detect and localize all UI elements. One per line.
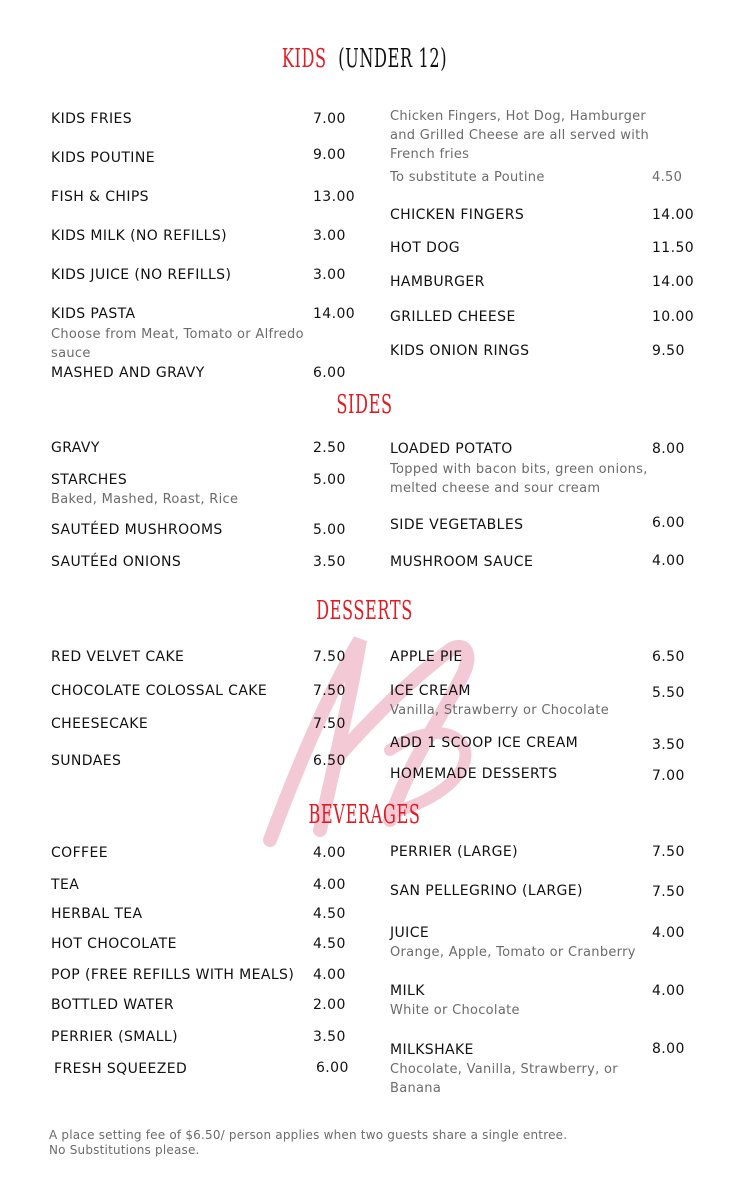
menu-item-description: Chocolate, Vanilla, Strawberry, or Banana <box>390 1062 618 1096</box>
menu-item-price: 4.00 <box>313 967 346 983</box>
menu-item-name: LOADED POTATO <box>390 441 513 457</box>
menu-item-name: KIDS ONION RINGS <box>390 343 530 359</box>
menu-item-price: 7.50 <box>652 884 685 900</box>
menu-item-name: BOTTLED WATER <box>51 997 175 1013</box>
menu-item-price: 2.50 <box>313 440 346 456</box>
menu-item-name: PERRIER (SMALL) <box>51 1029 178 1045</box>
menu-item-name: CHICKEN FINGERS <box>390 207 525 223</box>
menu-item-price: 5.50 <box>652 685 685 701</box>
menu-item-price: 6.50 <box>313 753 346 769</box>
menu-item-name: ICE CREAM <box>390 683 471 699</box>
menu-item-price: 3.00 <box>313 267 346 283</box>
menu-item-name: HAMBURGER <box>390 274 485 290</box>
menu-item-name: SIDE VEGETABLES <box>390 517 524 533</box>
menu-item-price: 14.00 <box>652 207 695 223</box>
menu-item-name: SAUTÉEd ONIONS <box>51 554 182 570</box>
menu-item-name: COFFEE <box>51 845 108 861</box>
menu-item-price: 6.00 <box>313 365 346 381</box>
menu-item-price: 5.00 <box>313 472 346 488</box>
menu-item-name: SUNDAES <box>51 753 122 769</box>
kids-section-title <box>139 44 591 74</box>
menu-item-description: White or Chocolate <box>390 1003 520 1018</box>
menu-item-price: 7.50 <box>313 716 346 732</box>
menu-item-name: FISH & CHIPS <box>51 189 149 205</box>
footer-fee-note: A place setting fee of $6.50/ person applies when two guests share a single entree. <box>49 1128 568 1142</box>
menu-item-description: Vanilla, Strawberry or Chocolate <box>390 703 610 718</box>
sides-title: SIDES <box>336 390 393 420</box>
desserts-title: DESSERTS <box>316 596 413 626</box>
menu-item-name: RED VELVET CAKE <box>51 649 185 665</box>
menu-item-price: 7.50 <box>313 683 346 699</box>
menu-item-name: KIDS POUTINE <box>51 150 155 166</box>
menu-item-name: KIDS MILK (NO REFILLS) <box>51 228 227 244</box>
menu-item-price: 4.00 <box>652 983 685 999</box>
menu-item-name: STARCHES <box>51 472 128 488</box>
menu-item-name: MUSHROOM SAUCE <box>390 554 534 570</box>
menu-item-price: 13.00 <box>313 189 356 205</box>
menu-item-price: 7.00 <box>652 768 685 784</box>
menu-item-price: 3.50 <box>313 1029 346 1045</box>
menu-item-price: 8.00 <box>652 441 685 457</box>
menu-item-name: GRILLED CHEESE <box>390 309 516 325</box>
menu-item-name: HOMEMADE DESSERTS <box>390 766 558 782</box>
kids-title-dark: (UNDER 12) <box>338 44 448 74</box>
menu-item-price: 6.00 <box>316 1060 349 1076</box>
substitute-text: To substitute a Poutine <box>390 170 545 185</box>
menu-item-name: JUICE <box>390 925 430 941</box>
menu-item-name: MASHED AND GRAVY <box>51 365 205 381</box>
menu-item-price: 4.00 <box>313 845 346 861</box>
menu-item-name: HOT DOG <box>390 240 460 256</box>
menu-item-price: 3.50 <box>652 737 685 753</box>
menu-item-description: Orange, Apple, Tomato or Cranberry <box>390 945 636 960</box>
menu-item-price: 6.50 <box>652 649 685 665</box>
menu-item-price: 2.00 <box>313 997 346 1013</box>
menu-item-price: 10.00 <box>652 309 695 325</box>
menu-item-name: PERRIER (LARGE) <box>390 844 518 860</box>
menu-item-name: HOT CHOCOLATE <box>51 936 177 952</box>
menu-item-price: 9.00 <box>313 147 346 163</box>
menu-item-name: POP (FREE REFILLS WITH MEALS) <box>51 967 295 983</box>
menu-item-name: KIDS JUICE (NO REFILLS) <box>51 267 232 283</box>
menu-item-price: 4.00 <box>652 553 685 569</box>
menu-item-name: SAUTÉED MUSHROOMS <box>51 522 223 538</box>
menu-item-description: Choose from Meat, Tomato or Alfredo sauce <box>51 327 304 361</box>
menu-item-name: ADD 1 SCOOP ICE CREAM <box>390 735 579 751</box>
menu-item-name: TEA <box>51 877 80 893</box>
menu-item-price: 7.50 <box>313 649 346 665</box>
menu-item-price: 4.00 <box>652 925 685 941</box>
menu-item-price: 8.00 <box>652 1041 685 1057</box>
menu-item-description: Baked, Mashed, Roast, Rice <box>51 492 239 507</box>
menu-item-name: MILK <box>390 983 425 999</box>
footer-substitution-note: No Substitutions please. <box>49 1143 200 1157</box>
menu-item-name: KIDS PASTA <box>51 306 136 322</box>
desserts-section-title <box>139 596 591 626</box>
menu-item-price: 7.50 <box>652 844 685 860</box>
menu-item-price: 5.00 <box>313 522 346 538</box>
menu-item-price: 9.50 <box>652 343 685 359</box>
menu-item-description: Topped with bacon bits, green onions, melted cheese and sour cream <box>390 462 648 496</box>
sides-section-title <box>139 390 591 420</box>
beverages-section-title <box>139 800 591 830</box>
menu-item-price: 6.00 <box>652 515 685 531</box>
menu-item-name: FRESH SQUEEZED <box>54 1061 188 1077</box>
menu-item-price: 14.00 <box>313 306 356 322</box>
menu-item-name: KIDS FRIES <box>51 111 133 127</box>
substitute-price: 4.50 <box>652 170 683 185</box>
menu-item-price: 14.00 <box>652 274 695 290</box>
menu-item-price: 7.00 <box>313 111 346 127</box>
kids-note: Chicken Fingers, Hot Dog, Hamburger and Grilled Cheese are all served with French fries <box>390 109 650 162</box>
menu-item-name: MILKSHAKE <box>390 1042 474 1058</box>
menu-item-name: CHEESECAKE <box>51 716 149 732</box>
menu-item-price: 4.50 <box>313 936 346 952</box>
menu-item-name: GRAVY <box>51 440 100 456</box>
beverages-title: BEVERAGES <box>308 800 421 830</box>
menu-item-price: 4.50 <box>313 906 346 922</box>
menu-item-name: APPLE PIE <box>390 649 463 665</box>
menu-item-name: SAN PELLEGRINO (LARGE) <box>390 883 583 899</box>
menu-item-price: 4.00 <box>313 877 346 893</box>
menu-item-name: CHOCOLATE COLOSSAL CAKE <box>51 683 268 699</box>
menu-item-price: 3.00 <box>313 228 346 244</box>
menu-item-name: HERBAL TEA <box>51 906 143 922</box>
menu-item-price: 3.50 <box>313 554 346 570</box>
menu-item-price: 11.50 <box>652 240 695 256</box>
kids-title-red: KIDS <box>281 44 327 74</box>
